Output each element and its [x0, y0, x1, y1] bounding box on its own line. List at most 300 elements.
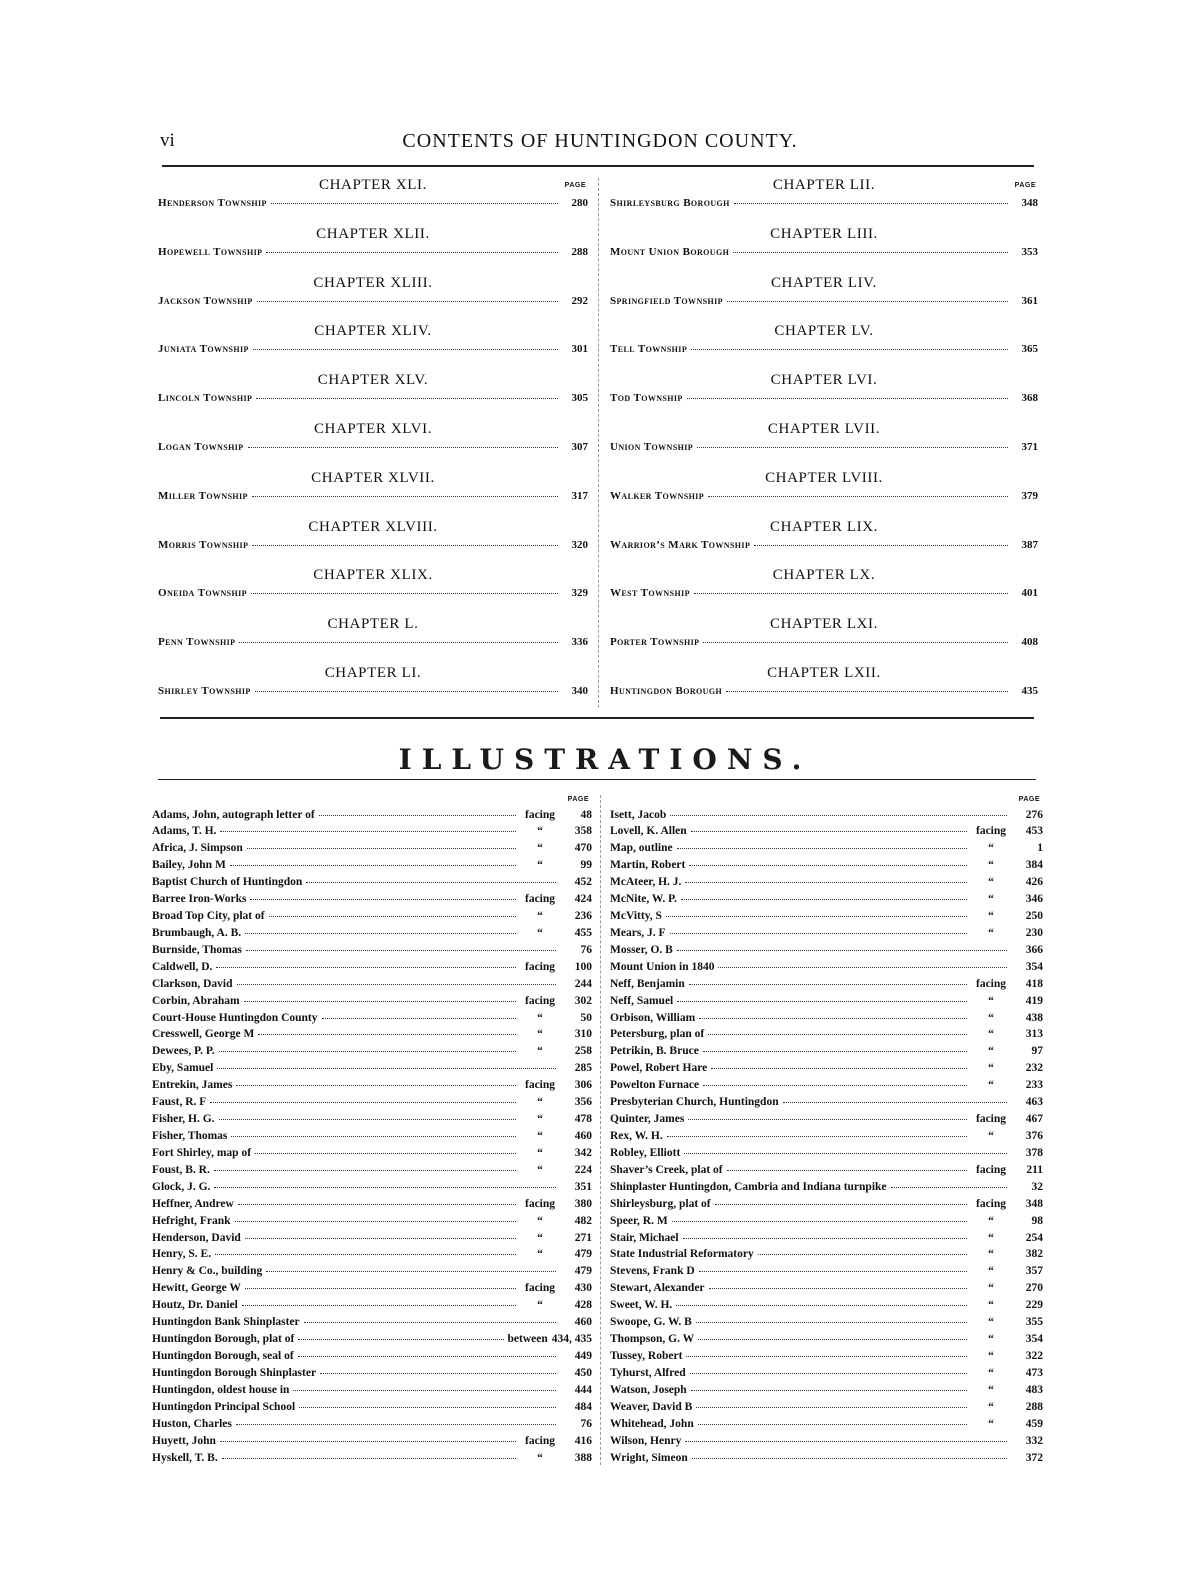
chapter-row [158, 392, 588, 408]
dot-leader [672, 1221, 967, 1222]
illustration-name: Speer, R. M [610, 1214, 668, 1227]
illustration-note: facing [975, 977, 1007, 990]
illustration-entry [610, 1079, 1043, 1096]
illustration-note: facing [524, 994, 556, 1007]
illustration-page: 229 [1025, 1299, 1043, 1312]
illustration-name: State Industrial Reformatory [610, 1248, 754, 1261]
illustration-name: Huntingdon Borough, seal of [152, 1350, 294, 1362]
chapter-heading: CHAPTER LXII. [767, 664, 881, 681]
illustration-page: 366 [1025, 943, 1043, 956]
contents-right-column [610, 175, 1038, 712]
illustration-entry [610, 1045, 1043, 1062]
illustration-page: 372 [1025, 1451, 1043, 1464]
illustration-name: Clarkson, David [152, 977, 233, 990]
illustration-page: 236 [574, 910, 592, 923]
illustration-note: facing [524, 808, 556, 821]
illustration-name: Wilson, Henry [610, 1434, 682, 1447]
page-ref: 353 [1021, 245, 1038, 258]
illustration-entry [152, 1215, 592, 1232]
dot-leader [214, 1187, 556, 1188]
dot-leader [304, 1322, 556, 1323]
chapter-row [158, 441, 588, 457]
dot-leader [247, 848, 516, 849]
illustration-name: McNite, W. P. [610, 893, 677, 906]
illustration-entry [610, 1028, 1043, 1045]
chapter-entry [158, 419, 588, 468]
top-rule [162, 165, 1034, 167]
illustration-name: Huyett, John [152, 1434, 216, 1447]
illustration-name: Stewart, Alexander [610, 1282, 705, 1295]
dot-leader [677, 950, 1007, 951]
illustration-entry [152, 961, 592, 978]
chapter-title: Shirleysburg Borough [610, 197, 730, 209]
dot-leader [726, 691, 1008, 692]
dot-leader [715, 1204, 967, 1205]
illustration-note: “ [988, 1028, 994, 1041]
illustration-note: “ [537, 1231, 543, 1244]
illustration-entry [610, 927, 1043, 944]
illustration-page: 479 [574, 1265, 592, 1278]
chapter-entry [610, 517, 1038, 566]
chapter-heading: CHAPTER LVIII. [765, 469, 883, 486]
page-ref: 340 [571, 684, 588, 697]
illustration-entry [610, 978, 1043, 995]
illustration-name: Huston, Charles [152, 1417, 232, 1430]
chapter-title: Walker Township [610, 489, 705, 502]
dot-leader [677, 848, 967, 849]
dot-leader [703, 642, 1008, 643]
illustration-page: 355 [1025, 1316, 1043, 1329]
illustration-page: 230 [1025, 926, 1043, 939]
illustration-page: 419 [1025, 994, 1043, 1007]
dot-leader [220, 1441, 516, 1442]
illustration-entry [152, 927, 592, 944]
illustration-entry [610, 1164, 1043, 1181]
column-divider [600, 795, 601, 1465]
illustration-name: Faust, R. F [152, 1096, 207, 1109]
chapter-title: West Township [610, 587, 690, 600]
dot-leader [245, 1238, 516, 1239]
illustration-note: between [507, 1333, 548, 1346]
dot-leader [684, 1153, 1007, 1154]
dot-leader [239, 642, 558, 643]
dot-leader [245, 1288, 516, 1289]
chapter-row [610, 441, 1038, 457]
illustration-page: 484 [574, 1400, 592, 1413]
chapter-heading: CHAPTER XLVI. [313, 420, 433, 437]
illustration-name: Fort Shirley, map of [152, 1146, 252, 1159]
illustration-entry [152, 1350, 592, 1367]
illustration-page: 428 [574, 1299, 592, 1312]
illustration-entry [610, 1299, 1043, 1316]
illustration-name: Mears, J. F [610, 926, 666, 939]
illustration-entry [610, 1333, 1043, 1350]
dot-leader [298, 1356, 556, 1357]
illustration-page: 302 [574, 994, 592, 1007]
dot-leader [252, 545, 558, 546]
chapter-entry [610, 663, 1038, 712]
page-ref: 348 [1021, 197, 1038, 209]
chapter-title: Union Township [610, 440, 693, 453]
dot-leader [734, 203, 1008, 204]
chapter-row [158, 490, 588, 506]
illustration-page: 450 [574, 1366, 592, 1379]
chapter-title: Juniata Township [158, 343, 249, 356]
illustration-name: Tussey, Robert [610, 1350, 683, 1362]
illustration-note: facing [524, 1079, 556, 1092]
illustration-note: “ [988, 842, 994, 855]
illustration-entry [610, 1198, 1043, 1215]
dot-leader [299, 1407, 556, 1408]
dot-leader [703, 1051, 967, 1052]
dot-leader [677, 1001, 967, 1002]
illustration-name: Shaver’s Creek, plat of [610, 1163, 723, 1176]
illustration-page: 99 [580, 859, 592, 872]
chapter-heading: CHAPTER XLIV. [314, 323, 432, 340]
dot-leader [692, 1458, 1007, 1459]
illustration-page: 32 [1031, 1180, 1043, 1193]
chapter-entry [610, 419, 1038, 468]
dot-leader [676, 1305, 967, 1306]
dot-leader [699, 1018, 967, 1019]
dot-leader [237, 984, 556, 985]
illustration-page: 97 [1031, 1045, 1043, 1058]
illustration-name: Hefright, Frank [152, 1214, 231, 1227]
chapter-heading: CHAPTER LVII. [767, 420, 881, 437]
illustration-entry [610, 1130, 1043, 1147]
illustration-page: 463 [1025, 1096, 1043, 1109]
chapter-row [610, 295, 1038, 311]
illustration-page: 483 [1025, 1383, 1043, 1396]
illustration-note: “ [988, 876, 994, 889]
illustration-entry [152, 825, 592, 842]
illustration-note: “ [537, 825, 543, 838]
chapter-entry [610, 565, 1038, 614]
illustration-name: Eby, Samuel [152, 1062, 214, 1075]
column-divider [598, 178, 599, 708]
illustration-name: Stevens, Frank D [610, 1265, 695, 1278]
illustration-name: Henry & Co., building [152, 1265, 263, 1278]
dot-leader [256, 398, 558, 399]
dot-leader [708, 1034, 967, 1035]
illustration-page: 460 [574, 1316, 592, 1329]
dot-leader [783, 1102, 1007, 1103]
chapter-heading: CHAPTER XLIX. [313, 567, 433, 584]
illustration-page: 438 [1025, 1011, 1043, 1024]
illustration-page: 322 [1025, 1350, 1043, 1362]
illustration-name: Mosser, O. B [610, 943, 673, 956]
illustration-name: Martin, Robert [610, 859, 686, 872]
chapter-row [158, 636, 588, 652]
dot-leader [269, 916, 516, 917]
illustration-page: 382 [1025, 1248, 1043, 1261]
illustration-entry [152, 1452, 592, 1469]
chapter-entry [158, 468, 588, 517]
dot-leader [236, 1424, 556, 1425]
dot-leader [231, 1136, 516, 1137]
illustration-page: 232 [1025, 1062, 1043, 1075]
illustration-page: 449 [574, 1350, 592, 1362]
dot-leader [217, 1068, 556, 1069]
illustration-name: Wright, Simeon [610, 1451, 688, 1464]
illustration-page: 288 [1025, 1400, 1043, 1413]
illustration-entry [610, 1232, 1043, 1249]
page-ref: 435 [1021, 684, 1038, 697]
illustration-note: “ [988, 1045, 994, 1058]
chapter-entry [158, 370, 588, 419]
illustration-note: “ [537, 1096, 543, 1109]
chapter-heading: CHAPTER LII. [772, 177, 876, 193]
dot-leader [319, 815, 516, 816]
page-ref: 361 [1021, 294, 1038, 307]
illustration-name: Petersburg, plan of [610, 1028, 705, 1041]
dot-leader [253, 349, 558, 350]
illustration-page: 244 [574, 977, 592, 990]
illustration-note: “ [988, 1299, 994, 1312]
chapter-entry [158, 321, 588, 370]
page-ref: 307 [571, 440, 588, 453]
chapter-row [610, 246, 1038, 262]
illustration-name: Heffner, Andrew [152, 1197, 234, 1210]
illustration-name: Huntingdon Principal School [152, 1400, 296, 1413]
chapter-row [610, 197, 1038, 213]
chapter-heading: CHAPTER LIV. [770, 274, 878, 291]
illustration-note: “ [537, 1163, 543, 1176]
chapter-entry [610, 370, 1038, 419]
illustration-entry [152, 995, 592, 1012]
illustration-page: 416 [574, 1434, 592, 1447]
page-ref: 401 [1021, 587, 1038, 600]
dot-leader [670, 815, 1007, 816]
dot-leader [214, 1170, 516, 1171]
dot-leader [699, 1271, 967, 1272]
illustration-name: Houtz, Dr. Daniel [152, 1299, 238, 1312]
chapter-heading: CHAPTER XLI. [318, 177, 428, 193]
illustration-page: 306 [574, 1079, 592, 1092]
illustration-note: “ [988, 893, 994, 906]
dot-leader [694, 593, 1008, 594]
illustrations-right-column [610, 795, 1043, 1469]
illustration-name: Petrikin, B. Bruce [610, 1045, 699, 1058]
dot-leader [242, 1305, 516, 1306]
illustration-entry [152, 1045, 592, 1062]
dot-leader [703, 1085, 967, 1086]
illustration-entry [610, 1062, 1043, 1079]
page-ref: 329 [571, 587, 588, 600]
illustration-entry [610, 1367, 1043, 1384]
illustration-page: 459 [1025, 1417, 1043, 1430]
page-ref: 320 [571, 538, 588, 551]
page-ref: 301 [571, 343, 588, 356]
dot-leader [691, 349, 1008, 350]
dot-leader [235, 1221, 516, 1222]
illustration-name: Lovell, K. Allen [610, 825, 687, 838]
illustration-entry [610, 1096, 1043, 1113]
illustration-entry [152, 1062, 592, 1079]
dot-leader [727, 301, 1008, 302]
illustration-note: “ [988, 859, 994, 872]
chapter-row [610, 490, 1038, 506]
chapter-row [158, 539, 588, 555]
chapter-entry [158, 663, 588, 712]
illustration-name: Brumbaugh, A. B. [152, 926, 242, 939]
contents-bottom-rule [160, 717, 1034, 719]
illustration-name: Bailey, John M [152, 859, 226, 872]
illustration-name: Huntingdon, oldest house in [152, 1383, 290, 1396]
illustration-name: Cresswell, George M [152, 1028, 255, 1041]
illustration-page: 332 [1025, 1434, 1043, 1447]
page-ref: 365 [1021, 343, 1038, 356]
illustration-page: 250 [1025, 910, 1043, 923]
illustration-page: 424 [574, 893, 592, 906]
illustration-name: Caldwell, D. [152, 960, 213, 973]
illustration-note: “ [537, 1299, 543, 1312]
illustration-name: Orbison, William [610, 1011, 696, 1024]
illustration-name: Robley, Elliott [610, 1146, 681, 1159]
illustration-page: 1 [1037, 842, 1043, 855]
illustration-name: Presbyterian Church, Huntingdon [610, 1096, 779, 1109]
illustration-entry [610, 910, 1043, 927]
illustration-note: “ [537, 1451, 543, 1464]
illustration-name: Stair, Michael [610, 1231, 679, 1244]
illustration-name: Henry, S. E. [152, 1248, 212, 1261]
illustration-page: 357 [1025, 1265, 1043, 1278]
dot-leader [258, 1034, 516, 1035]
illustration-entry [152, 859, 592, 876]
dot-leader [667, 1136, 967, 1137]
chapter-title: Henderson Township [158, 197, 267, 209]
chapter-heading: CHAPTER LVI. [770, 372, 878, 389]
illustration-entry [610, 893, 1043, 910]
dot-leader [711, 1068, 967, 1069]
illustration-name: Dewees, P. P. [152, 1045, 215, 1058]
illustration-note: “ [988, 1316, 994, 1329]
chapter-heading: CHAPTER XLII. [316, 225, 430, 242]
chapter-entry [610, 175, 1038, 224]
illustration-entry [152, 1012, 592, 1029]
illustration-page: 470 [574, 842, 592, 855]
illustration-page: 376 [1025, 1130, 1043, 1143]
illustration-name: Powelton Furnace [610, 1079, 700, 1092]
illustration-name: Thompson, G. W [610, 1333, 695, 1346]
dot-leader [238, 1204, 516, 1205]
illustration-name: Huntingdon Bank Shinplaster [152, 1316, 300, 1329]
illustration-name: McVitty, S [610, 910, 662, 923]
chapter-title: Jackson Township [158, 294, 253, 307]
illustration-entry [610, 1401, 1043, 1418]
illustration-entry [152, 1079, 592, 1096]
dot-leader [251, 593, 558, 594]
illustration-page: 76 [580, 1417, 592, 1430]
contents-left-column [158, 175, 588, 712]
dot-leader [245, 933, 516, 934]
illustration-entry [610, 1316, 1043, 1333]
illustration-note: “ [988, 1248, 994, 1261]
illustration-entry [610, 1435, 1043, 1452]
chapter-entry [610, 468, 1038, 517]
dot-leader [698, 1339, 967, 1340]
dot-leader [219, 1119, 516, 1120]
illustration-note: facing [975, 1163, 1007, 1176]
illustration-note: facing [524, 1434, 556, 1447]
chapter-row [610, 539, 1038, 555]
dot-leader [709, 1288, 967, 1289]
illustration-note: “ [988, 910, 994, 923]
page-column-label: PAGE [567, 795, 589, 803]
illustration-page: 473 [1025, 1366, 1043, 1379]
dot-leader [244, 1001, 516, 1002]
dot-leader [257, 301, 558, 302]
illustration-entry [152, 1113, 592, 1130]
dot-leader [689, 865, 967, 866]
chapter-title: Springfield Township [610, 294, 723, 307]
illustration-page: 342 [574, 1146, 592, 1159]
illustration-name: Powel, Robert Hare [610, 1062, 708, 1075]
illustration-entry [152, 1147, 592, 1164]
illustration-note: “ [988, 926, 994, 939]
page-ref: 408 [1021, 636, 1038, 649]
illustration-note: facing [524, 960, 556, 973]
illustration-name: Swoope, G. W. B [610, 1316, 692, 1329]
dot-leader [685, 1441, 1007, 1442]
dot-leader [683, 1238, 967, 1239]
dot-leader [696, 1322, 967, 1323]
illustration-page: 211 [1026, 1163, 1043, 1176]
chapter-entry [610, 273, 1038, 322]
page-ref: 288 [571, 245, 588, 258]
illustration-page: 76 [580, 943, 592, 956]
dot-leader [293, 1390, 556, 1391]
illustration-entry [610, 1147, 1043, 1164]
illustration-note: “ [537, 910, 543, 923]
illustration-page: 233 [1025, 1079, 1043, 1092]
illustration-entry [610, 809, 1043, 826]
illustration-note: “ [537, 1028, 543, 1041]
illustration-entry [152, 1418, 592, 1435]
illustration-name: Weaver, David B [610, 1400, 693, 1413]
illustration-entry [610, 1350, 1043, 1367]
dot-leader [298, 1339, 503, 1340]
page-ref: 387 [1021, 538, 1038, 551]
dot-leader [670, 933, 967, 934]
illustration-name: Court-House Huntingdon County [152, 1011, 318, 1024]
chapter-entry [158, 175, 588, 224]
chapter-row [610, 636, 1038, 652]
illustration-page: 98 [1031, 1214, 1043, 1227]
illustration-name: Henderson, David [152, 1231, 241, 1244]
illustration-name: Foust, B. R. [152, 1163, 210, 1176]
dot-leader [691, 1390, 967, 1391]
dot-leader [271, 203, 558, 204]
illustration-entry [610, 1113, 1043, 1130]
dot-leader [215, 1254, 516, 1255]
chapter-title: Warrior’s Mark Township [610, 538, 751, 551]
chapter-heading: CHAPTER XLVIII. [308, 518, 438, 535]
illustration-entry [610, 1282, 1043, 1299]
chapter-title: Huntingdon Borough [610, 684, 723, 697]
chapter-title: Lincoln Township [158, 392, 253, 405]
illustration-note: “ [537, 926, 543, 939]
dot-leader [690, 1373, 967, 1374]
illustration-page: 426 [1025, 876, 1043, 889]
illustration-name: Isett, Jacob [610, 808, 667, 821]
chapter-row [158, 343, 588, 359]
dot-leader [697, 447, 1008, 448]
dot-leader [727, 1170, 967, 1171]
illustration-name: Huntingdon Borough Shinplaster [152, 1366, 317, 1379]
illustration-note: “ [537, 859, 543, 872]
illustration-note: facing [975, 825, 1007, 838]
